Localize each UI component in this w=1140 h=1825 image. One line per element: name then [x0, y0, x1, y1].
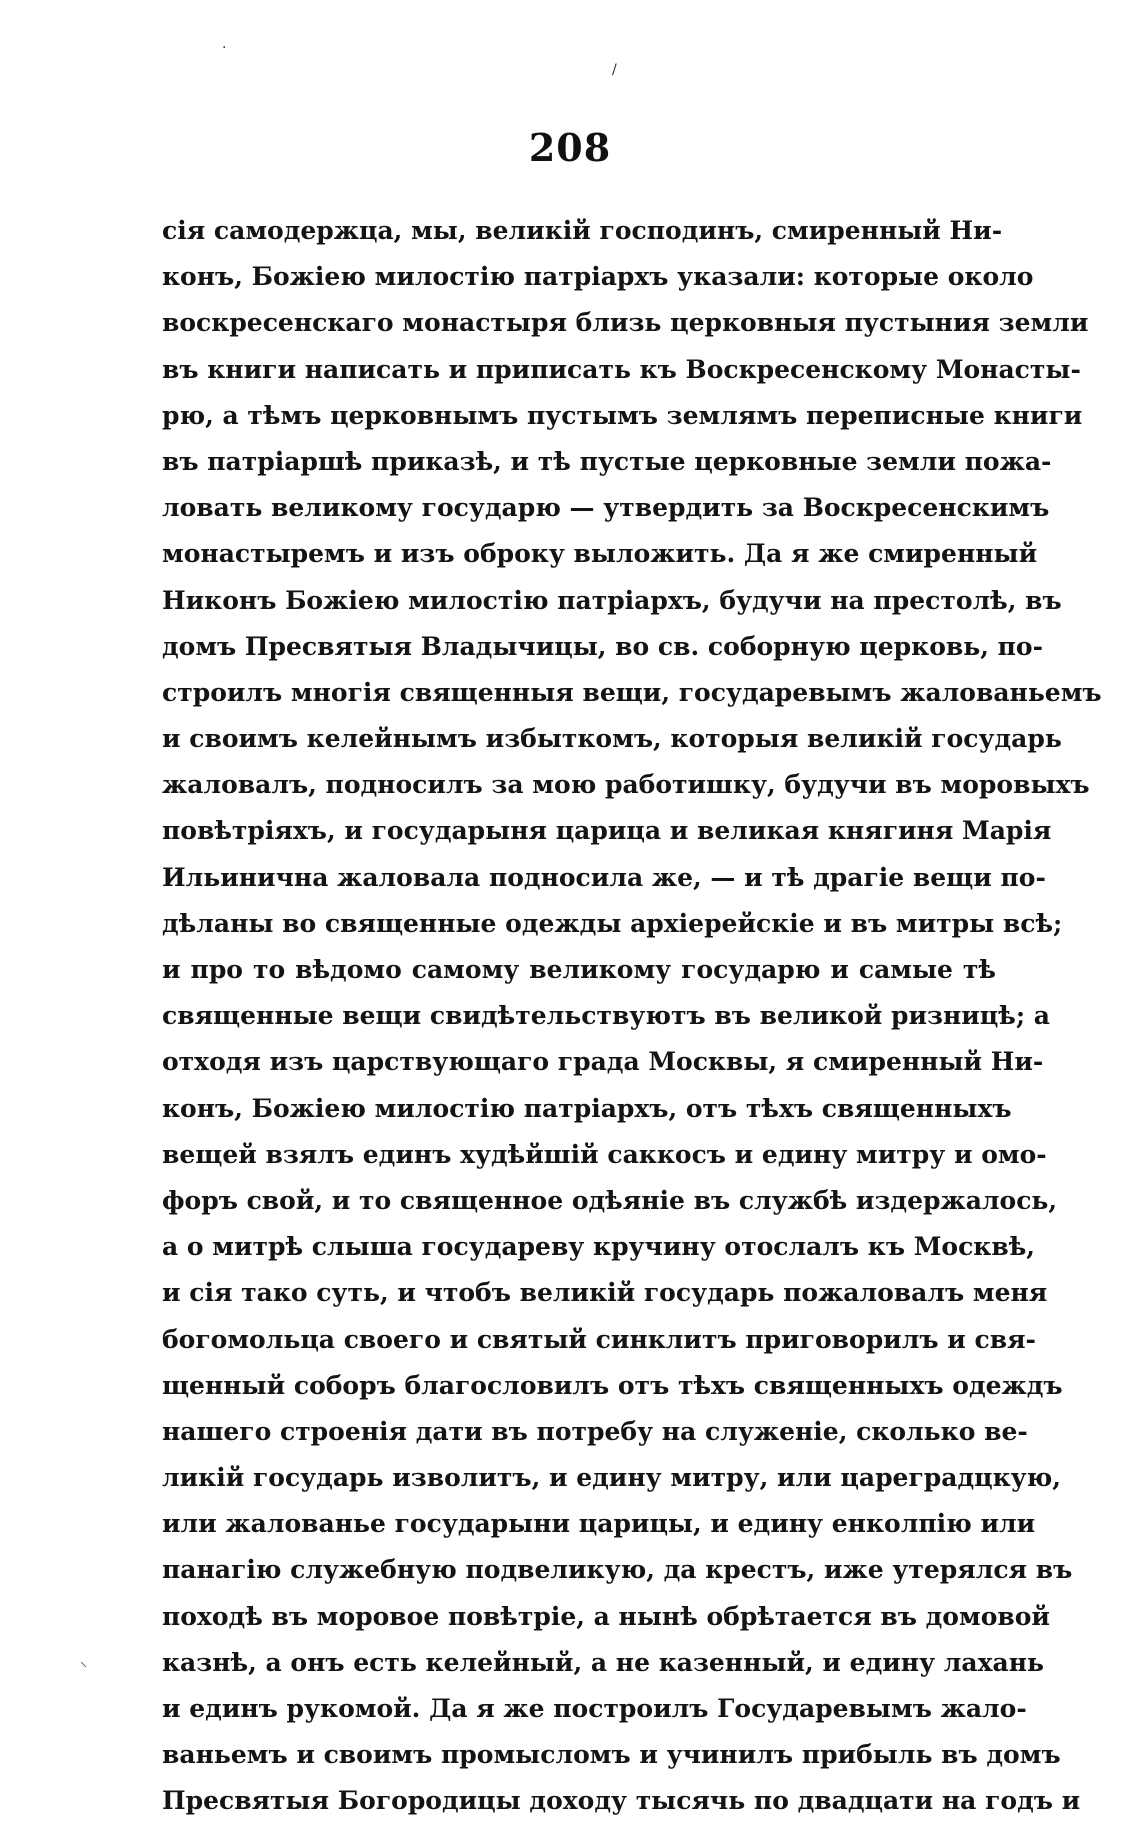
text-line: ваньемъ и своимъ промысломъ и учинилъ прибыль въ домъ — [162, 1740, 1061, 1770]
text-line: въ книги написать и приписать къ Воскресенскому Монасты- — [162, 354, 1081, 384]
text-line: форъ свой, и то священное одѣяніе въ службѣ издержалось, — [162, 1185, 1058, 1215]
text-line: домъ Пресвятыя Владычицы, во св. соборную церковь, по- — [162, 631, 1043, 661]
page-number: 208 — [528, 125, 612, 170]
text-line: ловать великому государю — утвердить за Воскресенскимъ — [162, 493, 1050, 523]
text-line: панагію служебную подвеликую, да крестъ, иже утерялся въ — [162, 1555, 1073, 1585]
text-line: рю, а тѣмъ церковнымъ пустымъ землямъ переписные книги — [162, 400, 1083, 430]
text-line: и единъ рукомой. Да я же построилъ Государевымъ жало- — [162, 1694, 1027, 1723]
text-line: жаловалъ, подносилъ за мою работишку, будучи въ моровыхъ — [162, 770, 1090, 800]
text-line: походѣ въ моровое повѣтріе, а нынѣ обрѣтается въ домовой — [162, 1601, 1050, 1631]
text-line: Пресвятыя Богородицы доходу тысячь по двадцати на годъ и — [162, 1786, 1081, 1816]
text-line: вещей взялъ единъ худѣйшій саккосъ и едину митру и омо- — [162, 1139, 1047, 1169]
text-line: сія самодержца, мы, великій господинъ, смиренный Ни- — [162, 216, 1003, 245]
text-line: конъ, Божіею милостію патріархъ, отъ тѣхъ священныхъ — [162, 1093, 1012, 1123]
text-line: монастыремъ и изъ оброку выложить. Да я же смиренный — [162, 539, 1038, 569]
text-line: а о митрѣ слыша государеву кручину отослалъ къ Москвѣ, — [162, 1232, 1036, 1262]
scan-speck-mark: ⸜ — [80, 1654, 87, 1670]
text-line: щенный соборъ благословилъ отъ тѣхъ священныхъ одеждъ — [162, 1370, 1063, 1400]
text-line: воскресенскаго монастыря близь церковныя пустыния земли — [162, 308, 1089, 338]
body-text — [162, 208, 1102, 1825]
text-line: въ патріаршѣ приказѣ, и тѣ пустые церковные земли пожа- — [162, 446, 1052, 476]
text-line: Никонъ Божіею милостію патріархъ, будучи на престолѣ, въ — [162, 585, 1062, 615]
text-line: повѣтріяхъ, и государыня царица и великая княгиня Марія — [162, 816, 1052, 846]
scan-speck-mark: / — [612, 62, 617, 78]
text-line: казнѣ, а онъ есть келейный, а не казенный, и едину лахань — [162, 1647, 1044, 1677]
text-line: богомольца своего и святый синклитъ приговорилъ и свя- — [162, 1324, 1036, 1354]
text-line: дѣланы во священные одежды архіерейскіе и въ митры всѣ; — [162, 908, 1063, 938]
text-line: Ильинична жаловала подносила же, — и тѣ драгіе вещи по- — [162, 862, 1046, 892]
text-line: конъ, Божіею милостію патріархъ указали: которые около — [162, 262, 1034, 292]
text-line: нашего строенія дати въ потребу на служеніе, сколько ве- — [162, 1416, 1028, 1446]
text-line: строилъ многія священныя вещи, государевымъ жалованьемъ — [162, 677, 1102, 707]
text-line: и сія тако суть, и чтобъ великій государь пожаловалъ меня — [162, 1278, 1048, 1308]
text-line: священные вещи свидѣтельствуютъ въ великой ризницѣ; а — [162, 1001, 1050, 1031]
scan-speck-mark: · — [222, 40, 227, 56]
text-line: ликій государь изволитъ, и едину митру, или цареградцкую, — [162, 1463, 1061, 1493]
text-line: и про то вѣдомо самому великому государю и самые тѣ — [162, 955, 996, 984]
text-line: или жалованье государыни царицы, и едину енколпію или — [162, 1509, 1036, 1539]
text-line: и своимъ келейнымъ избыткомъ, которыя великій государь — [162, 724, 1062, 754]
text-line: отходя изъ царствующаго града Москвы, я смиренный Ни- — [162, 1047, 1044, 1077]
